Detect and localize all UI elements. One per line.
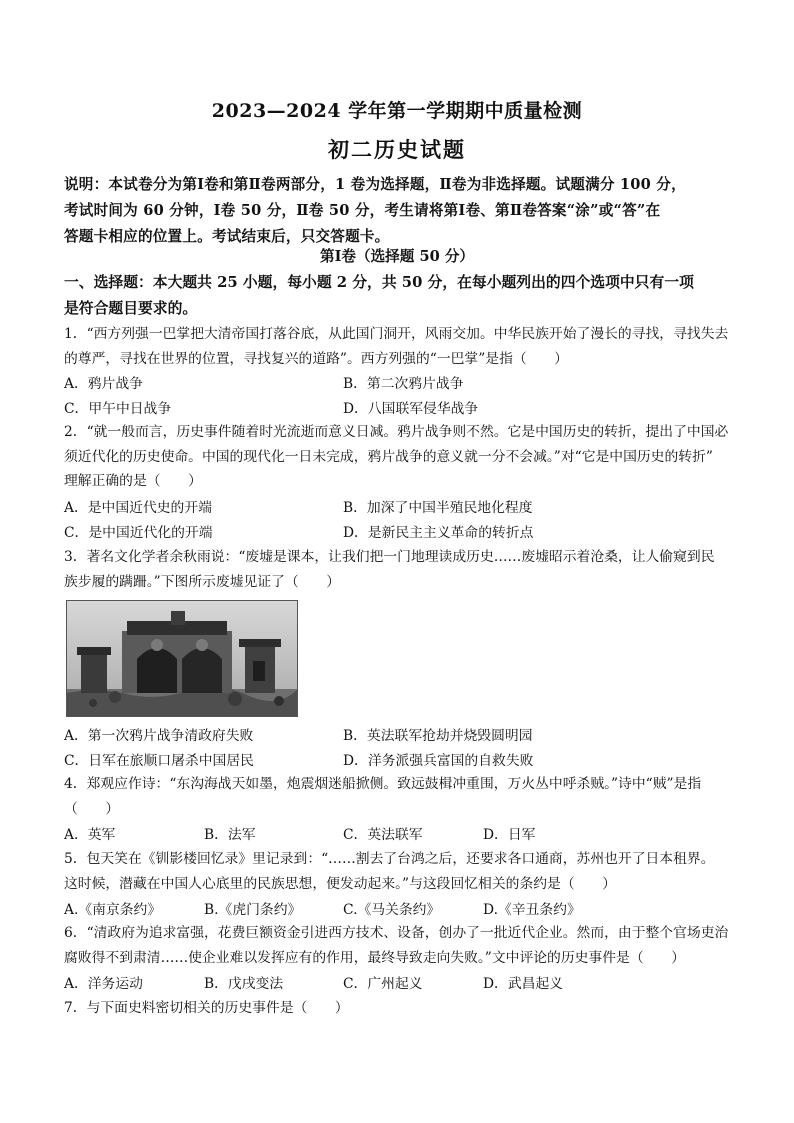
option-a[interactable]: A．洋务运动 xyxy=(64,976,143,992)
question-line: 族步履的蹒跚。”下图所示废墟见证了（ ） xyxy=(64,573,341,590)
question-line: 的尊严，寻找在世界的位置，寻找复兴的道路”。西方列强的“一巴掌”是指（ ） xyxy=(64,350,569,367)
question-5-options xyxy=(64,898,744,922)
exam-subtitle: 初二历史试题 xyxy=(328,137,466,162)
option-d[interactable]: D．日军 xyxy=(483,827,536,843)
option-b[interactable]: B.《虎门条约》 xyxy=(204,902,302,918)
option-a[interactable]: A.《南京条约》 xyxy=(64,902,162,918)
question-line: 理解正确的是（ ） xyxy=(64,473,202,489)
instructions xyxy=(64,172,744,250)
part-heading-line: 一、选择题：本大题共 25 小题，每小题 2 分，共 50 分，在每小题列出的四个选项中只有一项 xyxy=(64,274,694,291)
option-b[interactable]: B．第二次鸦片战争 xyxy=(343,376,464,392)
question-7 xyxy=(64,996,744,1021)
option-c[interactable]: C．广州起义 xyxy=(343,976,423,992)
question-line: 2．“就一般而言，历史事件随着时光流逝而意义日减。鸦片战争则不然。它是中国历史的转折，提出了中国必 xyxy=(64,424,729,440)
option-d[interactable]: D．武昌起义 xyxy=(483,976,564,992)
question-line: 腐败得不到肃清……使企业难以发挥应有的作用，最终导致走向失败。”文中评论的历史事件是（ ） xyxy=(64,949,686,966)
question-1 xyxy=(64,322,744,371)
option-b[interactable]: B．法军 xyxy=(204,827,256,843)
question-line: 这时候，潜藏在中国人心底里的民族思想，便发动起来。”与这段回忆相关的条约是（ ） xyxy=(64,875,617,892)
section-title: 第Ⅰ卷（选择题 50 分） xyxy=(319,248,475,265)
option-c[interactable]: C．英法联军 xyxy=(343,827,423,843)
instructions-line: 说明：本试卷分为第Ⅰ卷和第Ⅱ卷两部分，1 卷为选择题，Ⅱ卷为非选择题。试题满分 100 分， xyxy=(64,176,686,193)
ruins-image xyxy=(67,601,297,716)
option-b[interactable]: B．加深了中国半殖民地化程度 xyxy=(343,500,533,516)
option-d[interactable]: D.《辛丑条约》 xyxy=(483,902,581,918)
exam-title: 2023—2024 学年第一学期期中质量检测 xyxy=(211,100,583,122)
question-line: 1．“西方列强一巴掌把大清帝国打落谷底，从此国门洞开，风雨交加。中华民族开始了漫长的寻找，寻找失去 xyxy=(64,326,729,342)
option-c[interactable]: C．日军在旅顺口屠杀中国居民 xyxy=(64,753,254,769)
question-line: 须近代化的历史使命。中国的现代化一日未完成，鸦片战争的意义就一分不会减。”对“它是中国历史的转折” xyxy=(64,448,713,465)
question-2 xyxy=(64,420,744,494)
option-a[interactable]: A．是中国近代史的开端 xyxy=(64,500,212,516)
question-line: 4．郑观应作诗：“东沟海战天如墨，炮震烟迷船掀侧。致远鼓楫冲重围，万火丛中呼杀贼。”诗中“贼”是指 xyxy=(64,776,702,792)
option-c[interactable]: C.《马关条约》 xyxy=(343,902,441,918)
ruins-photo xyxy=(66,600,298,717)
option-b[interactable]: B．戊戌变法 xyxy=(204,976,284,992)
instructions-line: 考试时间为 60 分钟，Ⅰ卷 50 分，Ⅱ卷 50 分，考生请将第Ⅰ卷、第Ⅱ卷答案“涂”或“答”在 xyxy=(64,202,661,219)
option-c[interactable]: C．是中国近代化的开端 xyxy=(64,525,213,541)
option-b[interactable]: B．英法联军抢劫并烧毁圆明园 xyxy=(343,728,533,744)
question-4-options xyxy=(64,823,744,847)
option-a[interactable]: A．英军 xyxy=(64,827,116,843)
question-1-options-row-1 xyxy=(64,372,744,396)
question-line: 6．“清政府为追求富强，花费巨额资金引进西方技术、设备，创办了一批近代企业。然而，由于整个官场吏治 xyxy=(64,925,729,941)
question-2-options-row-1 xyxy=(64,496,744,520)
option-c[interactable]: C．甲午中日战争 xyxy=(64,401,172,417)
option-a[interactable]: A．第一次鸦片战争清政府失败 xyxy=(64,728,254,744)
question-3 xyxy=(64,545,744,594)
question-line: 7．与下面史料密切相关的历史事件是（ ） xyxy=(64,1000,349,1016)
question-6 xyxy=(64,921,744,970)
question-line: 5．包天笑在《钏影楼回忆录》里记录到：“……割去了台鸿之后，还要求各口通商，苏州也开了日本租界。 xyxy=(64,851,715,867)
question-6-options xyxy=(64,972,744,996)
part-heading-line: 是符合题目要求的。 xyxy=(64,300,198,317)
question-3-options-row-2 xyxy=(64,749,744,773)
option-d[interactable]: D．八国联军侵华战争 xyxy=(343,401,479,417)
instructions-line: 答题卡相应的位置上。考试结束后，只交答题卡。 xyxy=(64,228,390,245)
question-line: 3．著名文化学者余秋雨说：“废墟是课本，让我们把一门地理读成历史……废墟昭示着沧桑，让人偷窥到民 xyxy=(64,549,715,565)
question-4 xyxy=(64,772,744,821)
question-3-options-row-1 xyxy=(64,724,744,748)
option-d[interactable]: D．是新民主主义革命的转折点 xyxy=(343,525,534,541)
question-2-options-row-2 xyxy=(64,521,744,545)
option-d[interactable]: D．洋务派强兵富国的自救失败 xyxy=(343,753,534,769)
option-a[interactable]: A．鸦片战争 xyxy=(64,376,143,392)
question-5 xyxy=(64,847,744,896)
question-line: （ ） xyxy=(64,800,120,817)
question-1-options-row-2 xyxy=(64,397,744,421)
part-heading xyxy=(64,270,744,322)
